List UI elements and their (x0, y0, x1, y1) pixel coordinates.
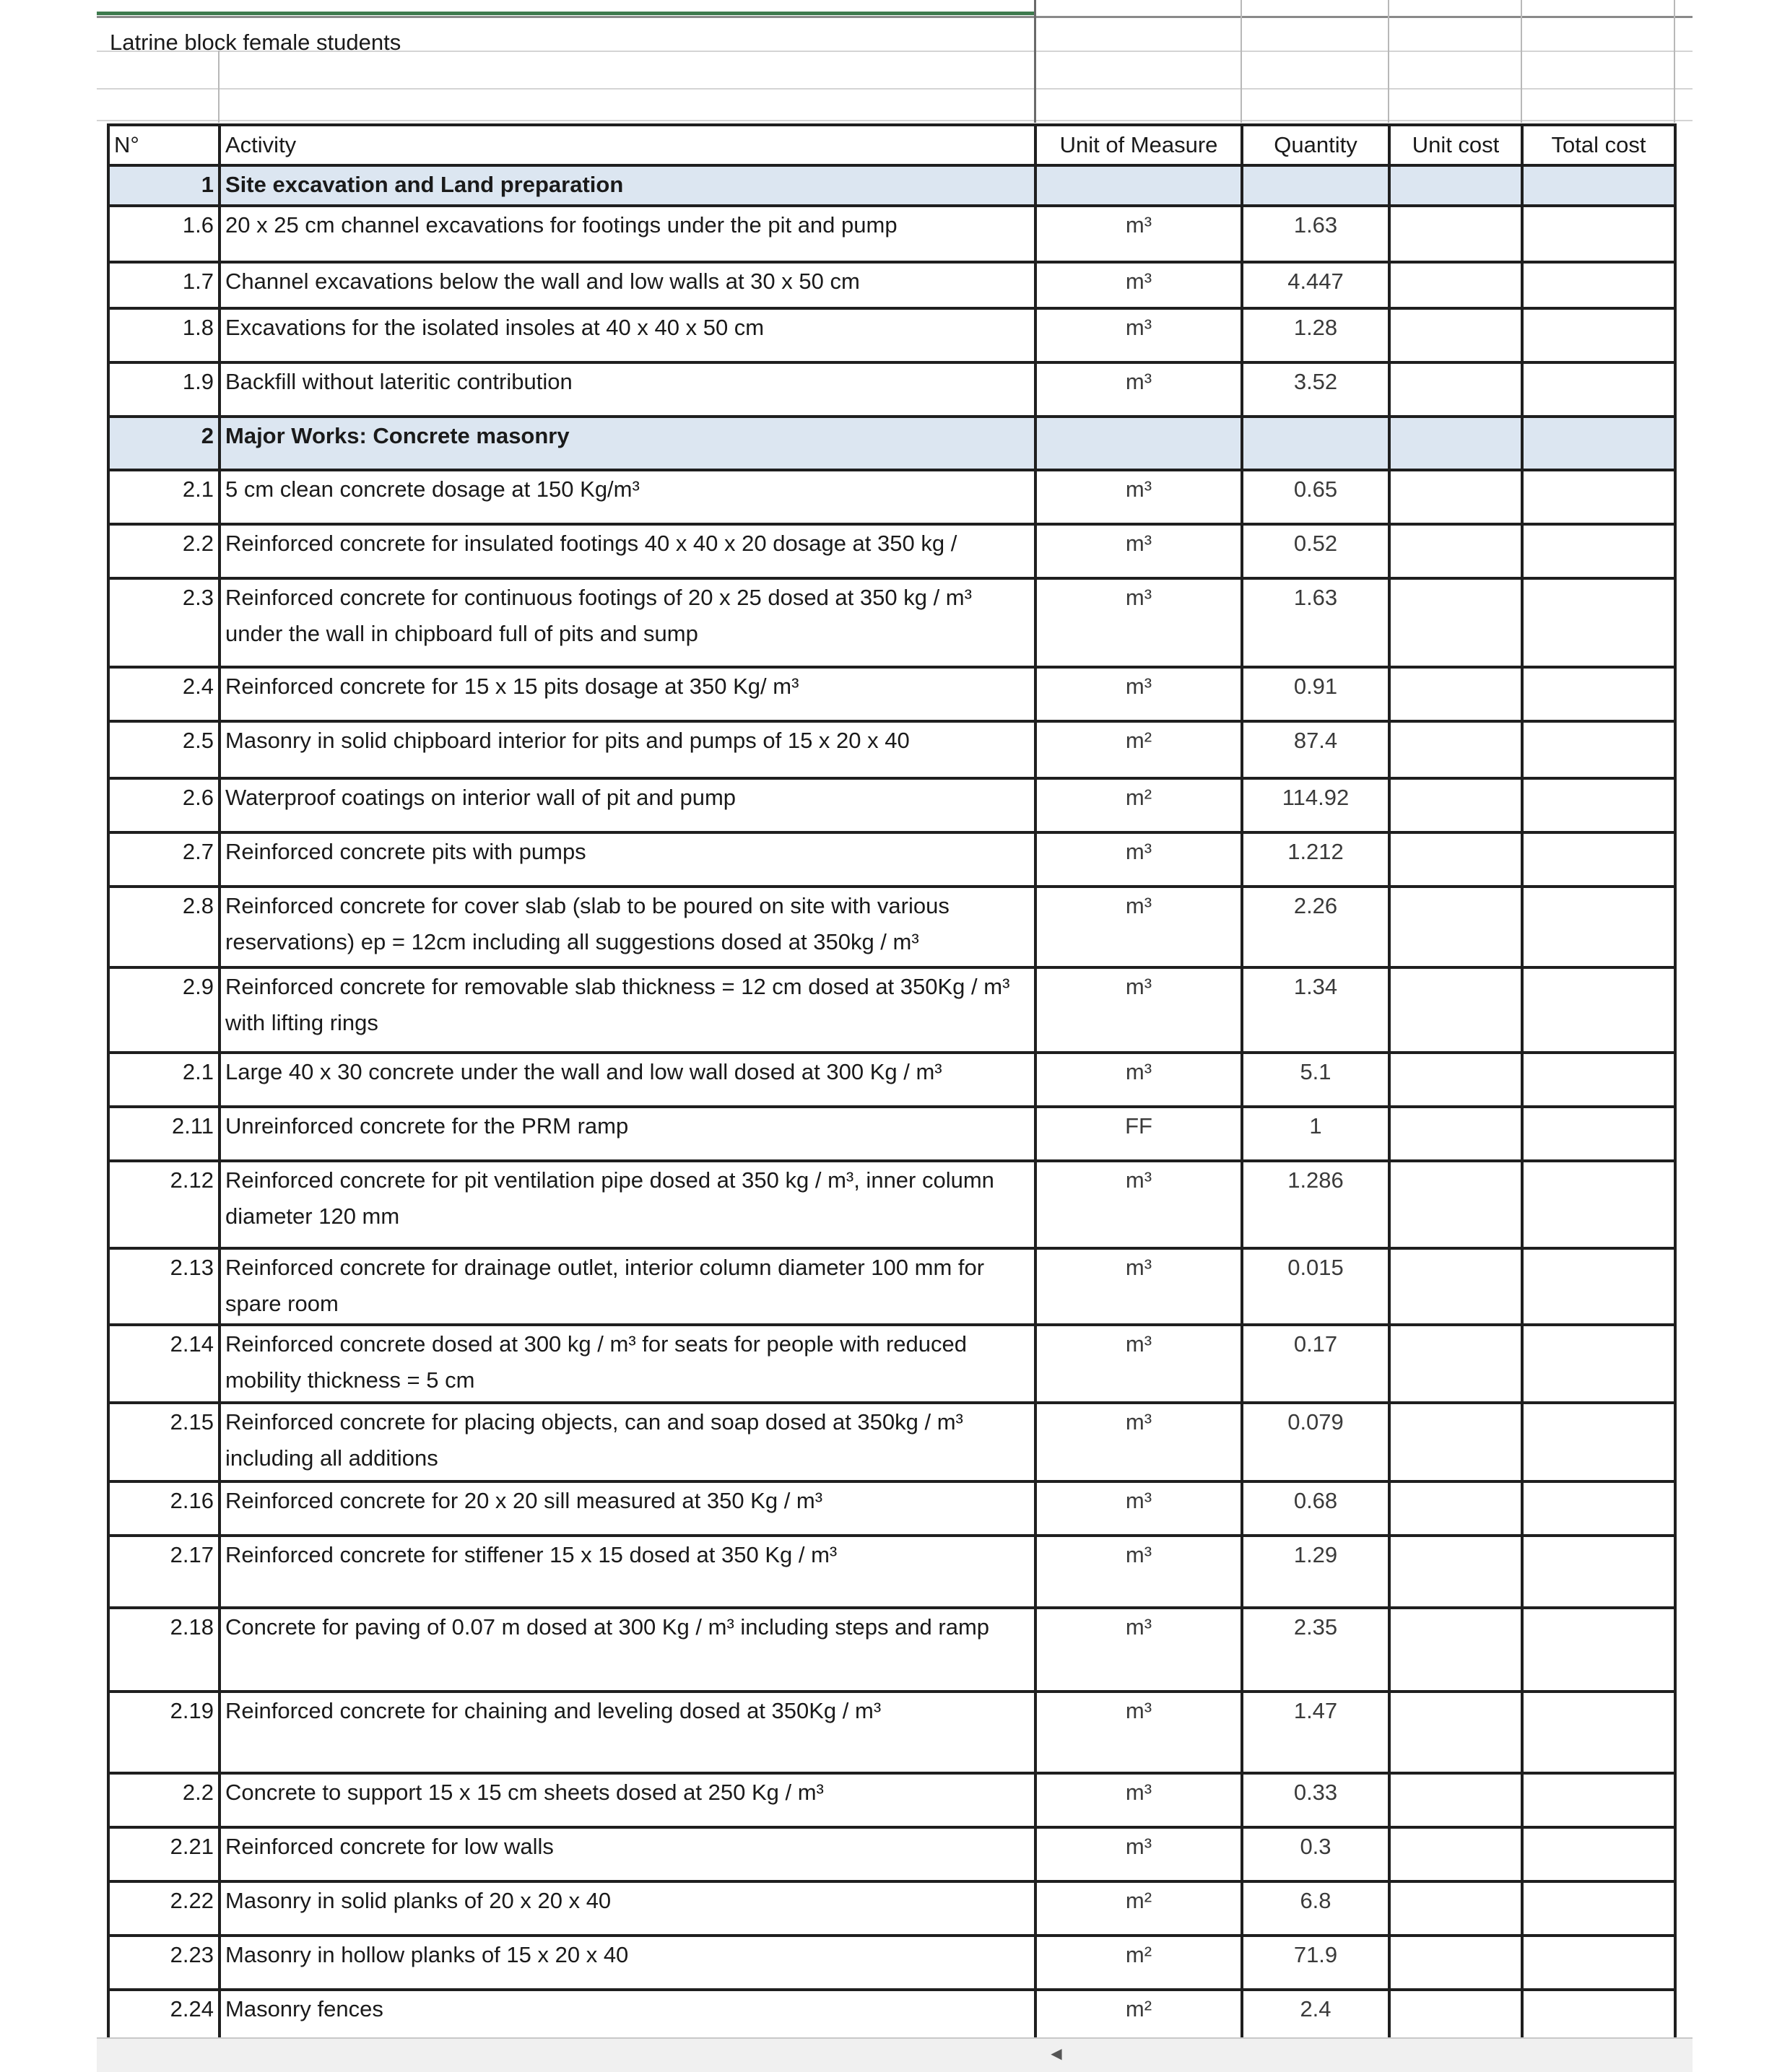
cell-num[interactable]: 1.6 (108, 206, 220, 262)
cell-quantity[interactable]: 1 (1242, 1107, 1389, 1161)
cell-unit[interactable]: m³ (1035, 206, 1242, 262)
cell-unit[interactable]: m² (1035, 1936, 1242, 1990)
cell-unit-cost[interactable] (1389, 1325, 1522, 1403)
cell-unit[interactable]: m³ (1035, 262, 1242, 308)
table-row (108, 967, 1675, 1053)
cell-quantity[interactable]: 0.52 (1242, 524, 1389, 578)
cell-total-cost[interactable] (1522, 1827, 1675, 1881)
table-row (108, 832, 1675, 887)
cell-activity[interactable]: Concrete to support 15 x 15 cm sheets dosed at 250 Kg / m³ (220, 1773, 1035, 1827)
cell-total-cost[interactable] (1522, 1107, 1675, 1161)
gridline (1034, 0, 1036, 123)
cell-unit-cost[interactable] (1389, 165, 1522, 206)
gridline (1674, 0, 1675, 123)
cell-unit[interactable]: m³ (1035, 1692, 1242, 1773)
table-row (108, 1325, 1675, 1403)
cell-unit[interactable]: m² (1035, 1990, 1242, 2044)
cell-quantity[interactable]: 1.212 (1242, 832, 1389, 887)
cell-unit-cost[interactable] (1389, 206, 1522, 262)
cell-unit-cost[interactable] (1389, 362, 1522, 417)
cell-num[interactable]: 2.11 (108, 1107, 220, 1161)
gridline (1388, 0, 1389, 123)
table-row (108, 470, 1675, 524)
cell-unit[interactable]: m³ (1035, 308, 1242, 362)
cell-unit[interactable]: m² (1035, 778, 1242, 832)
cell-num[interactable]: 2.24 (108, 1990, 220, 2044)
table-row (108, 721, 1675, 778)
cell-total-cost[interactable] (1522, 1053, 1675, 1107)
gridline (1521, 0, 1522, 123)
cell-total-cost[interactable] (1522, 206, 1675, 262)
section-row (108, 417, 1675, 470)
cell-unit-cost[interactable] (1389, 1536, 1522, 1608)
cell-quantity[interactable] (1242, 165, 1389, 206)
cell-activity[interactable]: Concrete for paving of 0.07 m dosed at 300 Kg / m³ including steps and ramp (220, 1608, 1035, 1692)
cell-unit[interactable]: m³ (1035, 362, 1242, 417)
cell-unit[interactable]: m³ (1035, 1773, 1242, 1827)
cell-total-cost[interactable] (1522, 1325, 1675, 1403)
cell-num[interactable]: 2.5 (108, 721, 220, 778)
cell-num[interactable]: 2.23 (108, 1936, 220, 1990)
cell-num[interactable]: 2.4 (108, 667, 220, 721)
header-activity[interactable]: Activity (220, 125, 1035, 165)
cell-activity[interactable]: 5 cm clean concrete dosage at 150 Kg/m³ (220, 470, 1035, 524)
cell-unit[interactable]: m³ (1035, 1481, 1242, 1536)
cell-unit[interactable]: m³ (1035, 524, 1242, 578)
cell-num[interactable]: 2.6 (108, 778, 220, 832)
cell-unit-cost[interactable] (1389, 832, 1522, 887)
cell-quantity[interactable]: 6.8 (1242, 1881, 1389, 1936)
cell-quantity[interactable]: 5.1 (1242, 1053, 1389, 1107)
cell-unit[interactable]: m³ (1035, 470, 1242, 524)
table-row (108, 1107, 1675, 1161)
cell-activity[interactable]: Backfill without lateritic contribution (220, 362, 1035, 417)
bill-of-quantities-table (107, 123, 1677, 2045)
cell-unit[interactable]: m³ (1035, 1053, 1242, 1107)
cell-quantity[interactable]: 1.34 (1242, 967, 1389, 1053)
cell-num[interactable]: 2.8 (108, 887, 220, 967)
cell-total-cost[interactable] (1522, 1990, 1675, 2044)
cell-activity[interactable]: Reinforced concrete for drainage outlet, interior column diameter 100 mm for spare room (220, 1248, 1035, 1325)
cell-unit[interactable]: m³ (1035, 1827, 1242, 1881)
cell-unit[interactable]: m³ (1035, 1248, 1242, 1325)
cell-activity[interactable]: Reinforced concrete for chaining and leveling dosed at 350Kg / m³ (220, 1692, 1035, 1773)
cell-unit-cost[interactable] (1389, 967, 1522, 1053)
gridline (1241, 0, 1242, 123)
cell-unit-cost[interactable] (1389, 1248, 1522, 1325)
cell-unit[interactable]: m² (1035, 1881, 1242, 1936)
cell-activity[interactable]: Reinforced concrete pits with pumps (220, 832, 1035, 887)
header-row (108, 125, 1675, 165)
cell-total-cost[interactable] (1522, 417, 1675, 470)
cell-unit[interactable] (1035, 417, 1242, 470)
cell-unit-cost[interactable] (1389, 1481, 1522, 1536)
cell-quantity[interactable]: 2.4 (1242, 1990, 1389, 2044)
cell-unit-cost[interactable] (1389, 1827, 1522, 1881)
cell-total-cost[interactable] (1522, 1692, 1675, 1773)
cell-activity[interactable]: Major Works: Concrete masonry (220, 417, 1035, 470)
cell-num[interactable]: 2.7 (108, 832, 220, 887)
table-row (108, 1881, 1675, 1936)
cell-num[interactable]: 2.12 (108, 1161, 220, 1248)
cell-total-cost[interactable] (1522, 1403, 1675, 1481)
cell-num[interactable]: 2.16 (108, 1481, 220, 1536)
cell-num[interactable]: 2.1 (108, 1053, 220, 1107)
cell-total-cost[interactable] (1522, 1248, 1675, 1325)
gridline (218, 51, 220, 123)
table-row (108, 1481, 1675, 1536)
cell-quantity[interactable]: 0.015 (1242, 1248, 1389, 1325)
cell-num[interactable]: 1.8 (108, 308, 220, 362)
table-row (108, 887, 1675, 967)
cell-total-cost[interactable] (1522, 262, 1675, 308)
cell-activity[interactable]: Masonry in solid planks of 20 x 20 x 40 (220, 1881, 1035, 1936)
cell-unit[interactable]: m³ (1035, 1403, 1242, 1481)
cell-quantity[interactable]: 0.33 (1242, 1773, 1389, 1827)
cell-unit-cost[interactable] (1389, 778, 1522, 832)
cell-num[interactable]: 2.22 (108, 1881, 220, 1936)
cell-num[interactable]: 1.9 (108, 362, 220, 417)
table-row (108, 1827, 1675, 1881)
cell-unit-cost[interactable] (1389, 524, 1522, 578)
cell-quantity[interactable]: 2.26 (1242, 887, 1389, 967)
horizontal-scrollbar[interactable] (97, 2037, 1693, 2072)
cell-quantity[interactable]: 87.4 (1242, 721, 1389, 778)
cell-quantity[interactable]: 0.079 (1242, 1403, 1389, 1481)
cell-num[interactable]: 2.18 (108, 1608, 220, 1692)
table-row (108, 667, 1675, 721)
cell-num[interactable]: 2.9 (108, 967, 220, 1053)
cell-unit-cost[interactable] (1389, 1608, 1522, 1692)
cell-activity[interactable]: Reinforced concrete for continuous footings of 20 x 25 dosed at 350 kg / m³ under the wall in chipboard full of pits and sump (220, 578, 1035, 667)
cell-unit-cost[interactable] (1389, 887, 1522, 967)
cell-unit-cost[interactable] (1389, 308, 1522, 362)
cell-unit-cost[interactable] (1389, 721, 1522, 778)
cell-activity[interactable]: Channel excavations below the wall and low walls at 30 x 50 cm (220, 262, 1035, 308)
cell-total-cost[interactable] (1522, 721, 1675, 778)
cell-activity[interactable]: Reinforced concrete for 15 x 15 pits dosage at 350 Kg/ m³ (220, 667, 1035, 721)
header-quantity[interactable]: Quantity (1242, 125, 1389, 165)
cell-unit-cost[interactable] (1389, 417, 1522, 470)
cell-unit[interactable]: m³ (1035, 1325, 1242, 1403)
cell-quantity[interactable]: 0.91 (1242, 667, 1389, 721)
cell-total-cost[interactable] (1522, 362, 1675, 417)
cell-total-cost[interactable] (1522, 832, 1675, 887)
cell-activity[interactable]: Masonry fences (220, 1990, 1035, 2044)
cell-activity[interactable]: Reinforced concrete for stiffener 15 x 15 dosed at 350 Kg / m³ (220, 1536, 1035, 1608)
cell-activity[interactable]: Reinforced concrete for removable slab thickness = 12 cm dosed at 350Kg / m³ with lifting rings (220, 967, 1035, 1053)
table-row (108, 1248, 1675, 1325)
cell-unit[interactable]: m³ (1035, 967, 1242, 1053)
header-num[interactable]: N° (108, 125, 220, 165)
cell-total-cost[interactable] (1522, 667, 1675, 721)
table-row (108, 1161, 1675, 1248)
cell-total-cost[interactable] (1522, 1936, 1675, 1990)
cell-unit[interactable]: m³ (1035, 1608, 1242, 1692)
cell-activity[interactable]: Reinforced concrete for 20 x 20 sill measured at 350 Kg / m³ (220, 1481, 1035, 1536)
cell-quantity[interactable]: 0.68 (1242, 1481, 1389, 1536)
cell-total-cost[interactable] (1522, 1881, 1675, 1936)
cell-quantity[interactable]: 1.47 (1242, 1692, 1389, 1773)
cell-activity[interactable]: Site excavation and Land preparation (220, 165, 1035, 206)
table-row (108, 1403, 1675, 1481)
header-total-cost[interactable]: Total cost (1522, 125, 1675, 165)
cell-quantity[interactable]: 0.3 (1242, 1827, 1389, 1881)
cell-total-cost[interactable] (1522, 967, 1675, 1053)
cell-quantity[interactable]: 1.28 (1242, 308, 1389, 362)
cell-unit-cost[interactable] (1389, 1881, 1522, 1936)
cell-quantity[interactable]: 1.286 (1242, 1161, 1389, 1248)
cell-activity[interactable]: Large 40 x 30 concrete under the wall and low wall dosed at 300 Kg / m³ (220, 1053, 1035, 1107)
cell-unit-cost[interactable] (1389, 1161, 1522, 1248)
table-row (108, 206, 1675, 262)
cell-unit[interactable]: m³ (1035, 578, 1242, 667)
cell-activity[interactable]: Reinforced concrete dosed at 300 kg / m³ for seats for people with reduced mobility thickness = 5 cm (220, 1325, 1035, 1403)
cell-quantity[interactable]: 3.52 (1242, 362, 1389, 417)
cell-num[interactable]: 2.1 (108, 470, 220, 524)
cell-total-cost[interactable] (1522, 165, 1675, 206)
cell-activity[interactable]: Reinforced concrete for insulated footings 40 x 40 x 20 dosage at 350 kg / (220, 524, 1035, 578)
cell-quantity[interactable]: 0.65 (1242, 470, 1389, 524)
cell-unit[interactable]: m³ (1035, 832, 1242, 887)
cell-activity[interactable]: Reinforced concrete for pit ventilation pipe dosed at 350 kg / m³, inner column diameter 120 mm (220, 1161, 1035, 1248)
sheet-title[interactable]: Latrine block female students (110, 30, 401, 55)
cell-total-cost[interactable] (1522, 470, 1675, 524)
cell-num[interactable]: 2.3 (108, 578, 220, 667)
cell-quantity[interactable]: 114.92 (1242, 778, 1389, 832)
cell-unit[interactable] (1035, 165, 1242, 206)
cell-unit-cost[interactable] (1389, 667, 1522, 721)
table-row (108, 778, 1675, 832)
cell-num[interactable]: 2.21 (108, 1827, 220, 1881)
table-row (108, 1053, 1675, 1107)
cell-num[interactable]: 2.2 (108, 524, 220, 578)
scroll-left-icon[interactable]: ◀ (1051, 2046, 1062, 2062)
cell-quantity[interactable]: 4.447 (1242, 262, 1389, 308)
cell-num[interactable]: 2.17 (108, 1536, 220, 1608)
cell-unit[interactable]: m² (1035, 721, 1242, 778)
table-row (108, 1692, 1675, 1773)
table-row (108, 1608, 1675, 1692)
cell-activity[interactable]: Reinforced concrete for placing objects, can and soap dosed at 350kg / m³ including all additions (220, 1403, 1035, 1481)
cell-total-cost[interactable] (1522, 524, 1675, 578)
cell-quantity[interactable]: 1.63 (1242, 578, 1389, 667)
cell-activity[interactable]: Masonry in hollow planks of 15 x 20 x 40 (220, 1936, 1035, 1990)
cell-activity[interactable]: Reinforced concrete for low walls (220, 1827, 1035, 1881)
cell-num[interactable]: 1.7 (108, 262, 220, 308)
cell-total-cost[interactable] (1522, 887, 1675, 967)
cell-total-cost[interactable] (1522, 1608, 1675, 1692)
cell-unit-cost[interactable] (1389, 470, 1522, 524)
cell-unit[interactable]: m³ (1035, 667, 1242, 721)
cell-num[interactable]: 2 (108, 417, 220, 470)
cell-quantity[interactable]: 1.63 (1242, 206, 1389, 262)
cell-unit-cost[interactable] (1389, 1053, 1522, 1107)
cell-unit-cost[interactable] (1389, 1107, 1522, 1161)
cell-unit-cost[interactable] (1389, 1403, 1522, 1481)
cell-quantity[interactable]: 2.35 (1242, 1608, 1389, 1692)
cell-activity[interactable]: Reinforced concrete for cover slab (slab to be poured on site with various reservations) ep = 12cm including all suggestions dosed at 350kg / m³ (220, 887, 1035, 967)
table-row (108, 362, 1675, 417)
cell-unit[interactable]: FF (1035, 1107, 1242, 1161)
header-unit-cost[interactable]: Unit cost (1389, 125, 1522, 165)
cell-total-cost[interactable] (1522, 778, 1675, 832)
cell-total-cost[interactable] (1522, 1536, 1675, 1608)
table-row (108, 578, 1675, 667)
cell-activity[interactable]: Masonry in solid chipboard interior for pits and pumps of 15 x 20 x 40 (220, 721, 1035, 778)
cell-unit-cost[interactable] (1389, 1936, 1522, 1990)
cell-total-cost[interactable] (1522, 578, 1675, 667)
cell-quantity[interactable]: 0.17 (1242, 1325, 1389, 1403)
cell-activity[interactable]: 20 x 25 cm channel excavations for footings under the pit and pump (220, 206, 1035, 262)
cell-total-cost[interactable] (1522, 1481, 1675, 1536)
table-row (108, 524, 1675, 578)
cell-quantity[interactable]: 71.9 (1242, 1936, 1389, 1990)
section-row (108, 165, 1675, 206)
cell-unit-cost[interactable] (1389, 1773, 1522, 1827)
cell-total-cost[interactable] (1522, 1161, 1675, 1248)
table-row (108, 262, 1675, 308)
table-row (108, 308, 1675, 362)
cell-num[interactable]: 2.2 (108, 1773, 220, 1827)
cell-quantity[interactable] (1242, 417, 1389, 470)
cell-unit-cost[interactable] (1389, 1692, 1522, 1773)
cell-total-cost[interactable] (1522, 308, 1675, 362)
selected-cell-edge (97, 12, 1035, 15)
gridline (97, 120, 1693, 121)
cell-num[interactable]: 1 (108, 165, 220, 206)
cell-total-cost[interactable] (1522, 1773, 1675, 1827)
cell-unit-cost[interactable] (1389, 578, 1522, 667)
cell-unit[interactable]: m³ (1035, 1161, 1242, 1248)
table-row (108, 1536, 1675, 1608)
header-unit[interactable]: Unit of Measure (1035, 125, 1242, 165)
gridline (97, 88, 1693, 90)
cell-unit[interactable]: m³ (1035, 1536, 1242, 1608)
cell-activity[interactable]: Excavations for the isolated insoles at 40 x 40 x 50 cm (220, 308, 1035, 362)
cell-num[interactable]: 2.19 (108, 1692, 220, 1773)
table-row (108, 1773, 1675, 1827)
cell-unit-cost[interactable] (1389, 1990, 1522, 2044)
cell-num[interactable]: 2.15 (108, 1403, 220, 1481)
table-row (108, 1936, 1675, 1990)
cell-num[interactable]: 2.14 (108, 1325, 220, 1403)
cell-activity[interactable]: Waterproof coatings on interior wall of pit and pump (220, 778, 1035, 832)
table-row (108, 1990, 1675, 2044)
cell-quantity[interactable]: 1.29 (1242, 1536, 1389, 1608)
cell-unit-cost[interactable] (1389, 262, 1522, 308)
column-header-strip (97, 0, 1693, 18)
cell-num[interactable]: 2.13 (108, 1248, 220, 1325)
cell-activity[interactable]: Unreinforced concrete for the PRM ramp (220, 1107, 1035, 1161)
cell-unit[interactable]: m³ (1035, 887, 1242, 967)
